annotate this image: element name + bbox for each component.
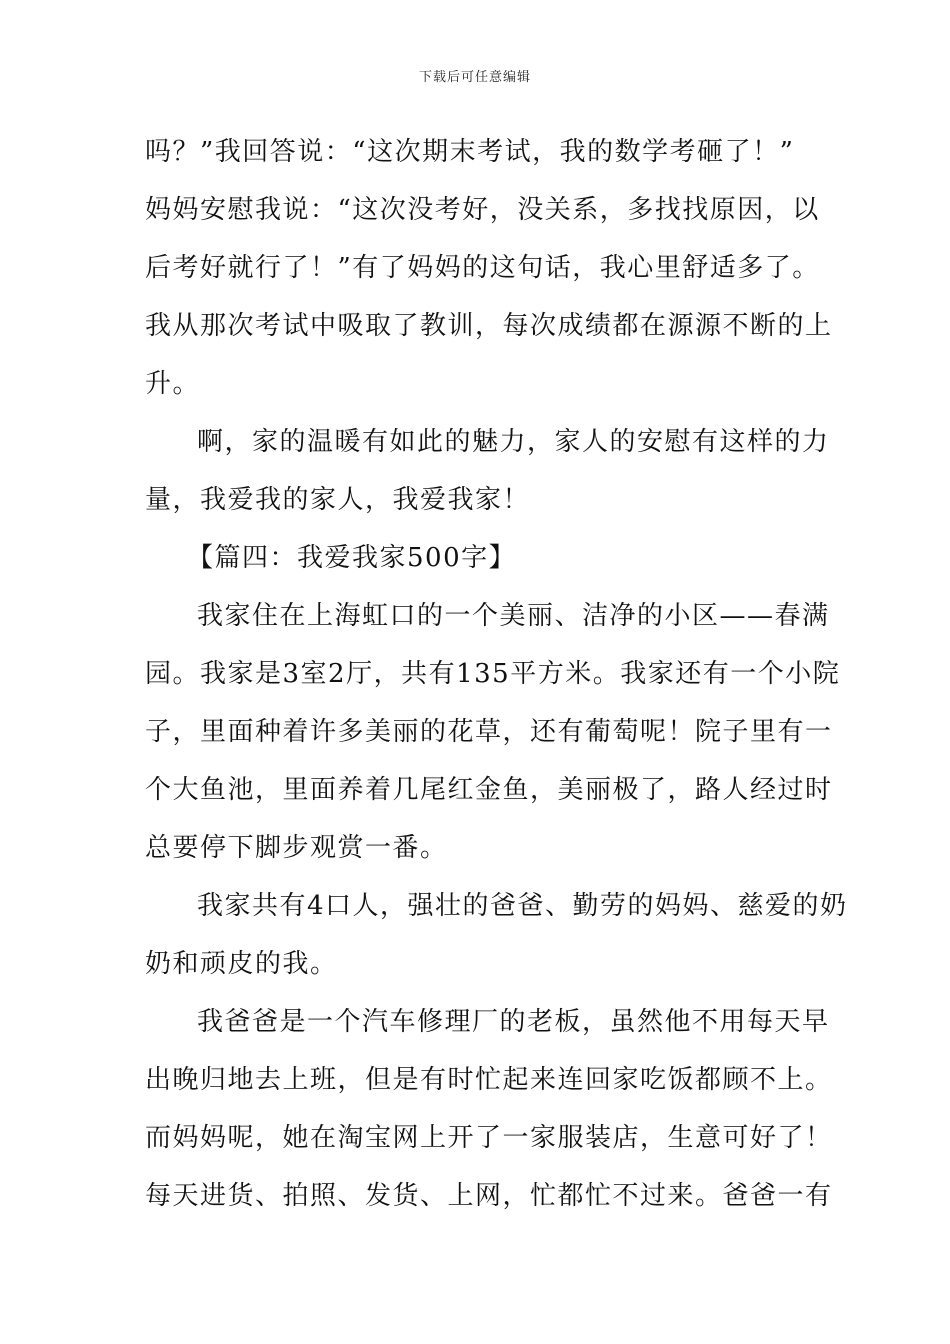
document-body bbox=[145, 123, 848, 1225]
text-line: 总要停下脚步观赏一番。 bbox=[145, 833, 448, 863]
section-heading: 【篇四：我爱我家500字】 bbox=[187, 543, 517, 573]
text-line: 奶和顽皮的我。 bbox=[145, 949, 338, 979]
paragraph-start-line: 我爸爸是一个汽车修理厂的老板，虽然他不用每天早 bbox=[197, 1007, 830, 1037]
page-header: 下载后可任意编辑 bbox=[418, 70, 531, 85]
text-line: 升。 bbox=[145, 369, 201, 399]
paragraph-start-line: 啊，家的温暖有如此的魅力，家人的安慰有这样的力 bbox=[197, 427, 830, 457]
text-line: 园。我家是3室2厅，共有135平方米。我家还有一个小院 bbox=[145, 659, 841, 689]
paragraph-start-line: 我家住在上海虹口的一个美丽、洁净的小区——春满 bbox=[197, 601, 830, 631]
text-line: 吗？”我回答说：“这次期末考试，我的数学考砸了！” bbox=[145, 137, 795, 167]
text-line: 而妈妈呢，她在淘宝网上开了一家服装店，生意可好了！ bbox=[145, 1123, 833, 1153]
text-line: 子，里面种着许多美丽的花草，还有葡萄呢！院子里有一 bbox=[145, 717, 833, 747]
text-line: 后考好就行了！”有了妈妈的这句话，我心里舒适多了。 bbox=[145, 253, 820, 283]
text-line: 妈妈安慰我说：“这次没考好，没关系，多找找原因，以 bbox=[145, 195, 820, 225]
text-line: 量，我爱我的家人，我爱我家！ bbox=[145, 485, 531, 515]
text-line: 每天进货、拍照、发货、上网，忙都忙不过来。爸爸一有 bbox=[145, 1181, 833, 1211]
text-line: 个大鱼池，里面养着几尾红金鱼，美丽极了，路人经过时 bbox=[145, 775, 833, 805]
text-line: 出晚归地去上班，但是有时忙起来连回家吃饭都顾不上。 bbox=[145, 1065, 833, 1095]
text-line: 我从那次考试中吸取了教训，每次成绩都在源源不断的上 bbox=[145, 311, 833, 341]
paragraph-start-line: 我家共有4口人，强壮的爸爸、勤劳的妈妈、慈爱的奶 bbox=[197, 891, 848, 921]
